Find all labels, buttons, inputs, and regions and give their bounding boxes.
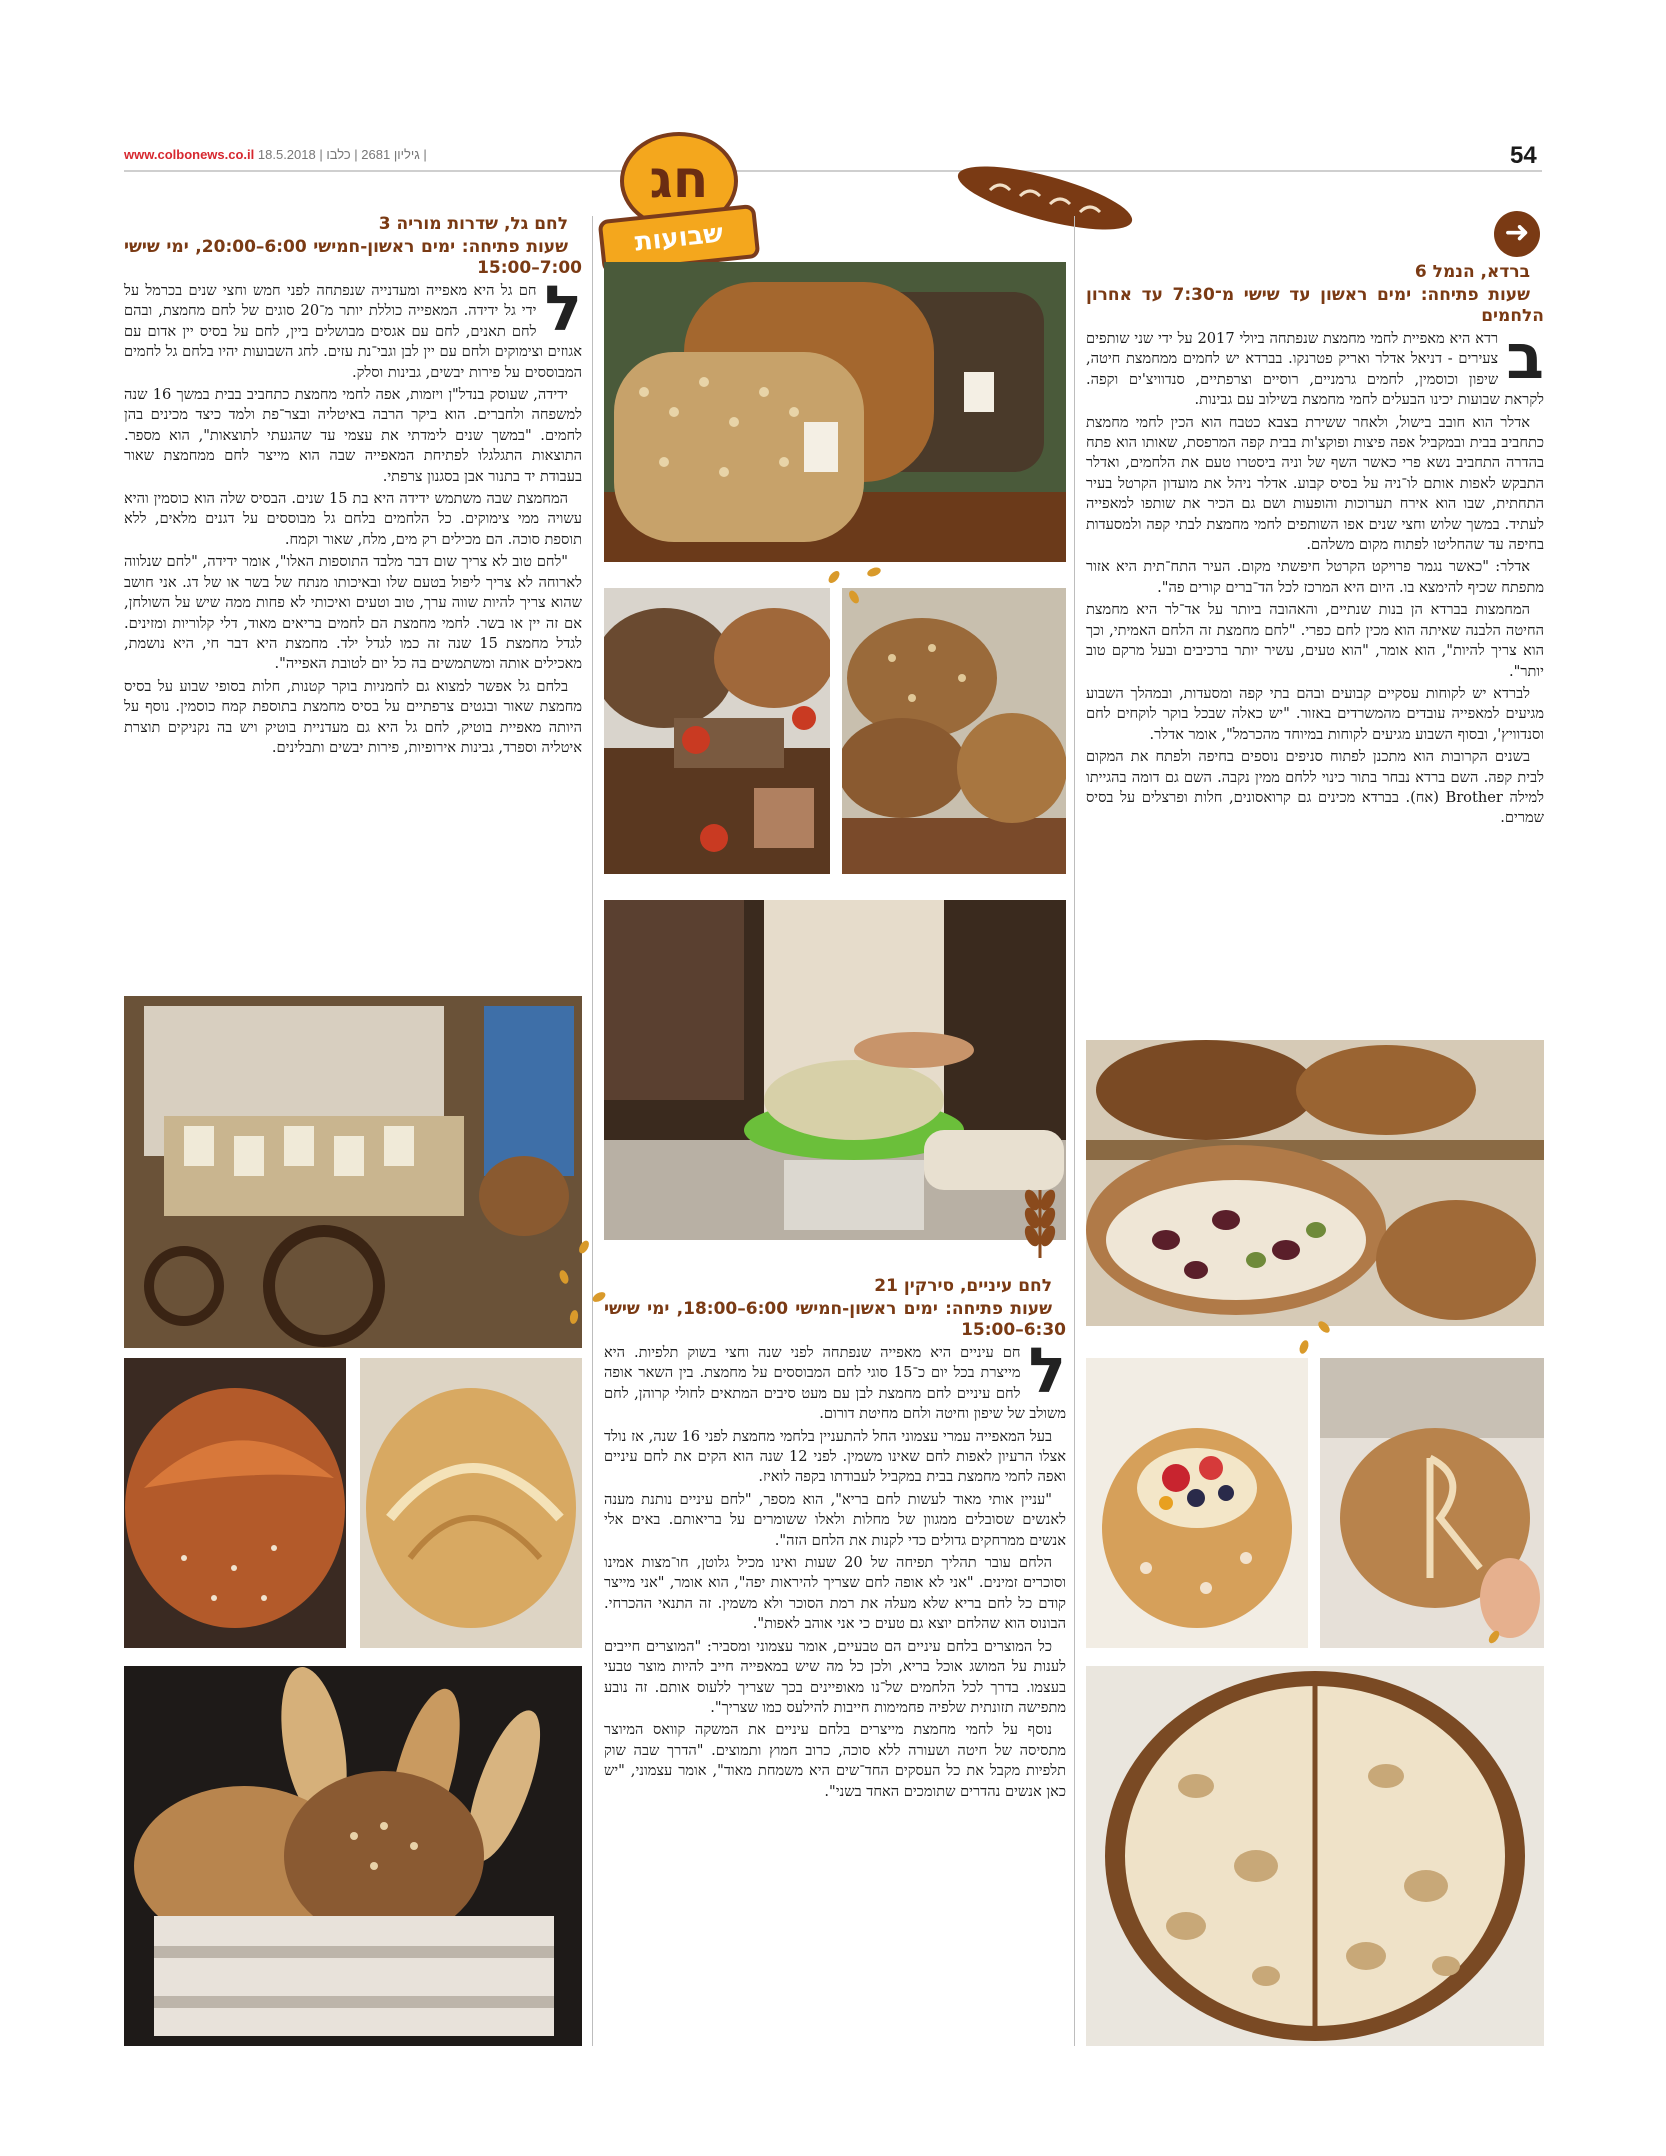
bakery-title: ברדא, הנמל 6 <box>1414 262 1530 282</box>
paragraph: אדלר הוא חובב בישול, ולאחר ששירת בצבא כטבח הוא הכין לחמי מחמצת כתחביב בבית ובמקביל אפה פיצות ופוקצ'ות בבית קפה המרפסת, שאותו הוא פתח בהדרה התחביב נשא פרי כאשר השף של וניה ביסטרו טעם את הלחמים, ואדלר התבקש לאפות אותם לו־ניה על בסיס קבוע. אדלר ניהל את מועדון הקרטל בעיר התחתית, שבו הוא אירח תערוכות והופעות ושם גם הכיר את שותפו למאפייה לעתיד. במשך שלוש וחצי שנים אפו השותפים לחמי מחמצת לבתי קפה ולמסעדות בחיפה עד שהחליטו לפתוח מקום משלהם. <box>1086 413 1544 554</box>
paragraph: "לחם טוב לא צריך שום דבר מלבד התוספות האלו", אומר ידידה, "לחם שנלווה לארוחה לא צריך ליפול בטעם שלו ובאיכותו מנתח של בשר או של דג. אני חושב שהוא צריך להיות שווה ערך, טוב וטעים ואיכותי לא פחות ממה שיש על השולחן, אם זה יין או בשר. לחמי מחמצת הם לחמים בריאים מאוד, דלי קלוריות ומזינים. לגדל מחמצת 15 שנה זה כמו לגדל ילד. מחמצת היא דבר חי, היא נושמת, מאכילים אותה ומשתמשים בה כל יום לטובת האפייה". <box>124 553 582 673</box>
photo-red-crust-boule <box>124 1358 346 1648</box>
paragraph: כל המוצרים בלחם עיניים הם טבעיים, אומר עצמוני ומסביר: "המוצרים חייבים לענות על המושג אוכל בריא, ולכן כל מה שיש במאפייה חייב להיות מוצר טבעי בעצמו. בדרך לכל הלחמים של־נו מאופיינים בכך שצריך ללעוס אותם. זה נובע מתפישה תזונתית שלפיה פחמימות חייבות להילעס כמו שצריך". <box>604 1637 1066 1716</box>
page-number: 54 <box>1510 142 1537 169</box>
photo-rye-bread-tomatoes <box>604 588 830 874</box>
photo-seeded-bread-loaves <box>604 262 1066 562</box>
arrow-right-icon: ➜ <box>1494 211 1540 257</box>
photo-sourdough-crumb-halves <box>1086 1666 1544 2046</box>
paragraph: המחמצת שבה משתמש ידידה היא בת 15 שנים. הבסיס שלה הוא כוסמין והיא עשויה ממי צימוקים. כל הלחמים בלחם גל מבוססים על דגנים מלאים, ללא תוספת סוכה. הם מכילים רק מים, מלח, שאור וקמח. <box>124 490 582 548</box>
drop-cap: ל <box>1028 1334 1066 1407</box>
paragraph: בשנים הקרובות הוא מתכנן לפתוח סניפים נוספים בחיפה ולפתח את המקום לבית קפה. השם ברדא נבחר בתור כינוי ללחם ממין נקבה. השם גם דומה בהגייתו למילה Brother (אח). בברדא מכינים גם קרואסונים, חלות ופרצלים על בסיס שמרים. <box>1086 748 1544 827</box>
logo-main-text: חג <box>649 150 709 210</box>
paragraph: אדלר: "כאשר נגמר פרויקט הקרטל חיפשתי מקום. העיר התח־תית היא אזור מתפתח שכיף להימצא בו. היום היא המרכז לכל הד־ברים קורים פה". <box>1086 558 1544 596</box>
grain-icon <box>826 569 841 585</box>
paragraph: "עניין אותי מאוד לעשות לחם בריא", הוא מספר, "לחם עיניים נותנת מענה לאנשים שסובלים ממגוון של מחלות ולאלו ששומרים על בריאותם. באים אלי אנשים ממרחקים גדולים כדי לקנות את הלחם הזה". <box>604 1490 1066 1549</box>
column-rule <box>1074 216 1075 2046</box>
paragraph: חם עיניים היא מאפייה שנפתחה לפני שנה וחצי בשוק תלפיות. היא מייצרת בכל יום כ־15 סוגי לחם המבוססים על מחמצת. בין השאר אופה לחם עיניים לחם מחמצת לבן עם מעט סיבים המתאים לחולי קרוהן, לחם משולב של שיפון וחיטה ולחם מחיטת דורום. <box>604 1344 1066 1423</box>
holiday-logo <box>600 122 750 272</box>
opening-hours: שעות פתיחה: ימים ראשון-חמישי 6:00–18:00, ימי שישי 6:30–15:00 <box>604 1299 1066 1340</box>
opening-hours: שעות פתיחה: ימים ראשון-חמישי 6:00–20:00, ימי שישי 7:00–15:00 <box>124 237 582 278</box>
paragraph: ידידה, שעוסק בנדל"ן ויזמות, אפה לחמי מחמצת כתחביב בבית במשך 16 שנה למשפחה ולחברים. הוא ביקר הרבה באיטליה ובצר־פת ולמד כיצד מכינים בהן לחמים. "במשך שנים לימדתי את עצמי עד שהגעתי לתוצאות", הוא מספר. התוצאות התגלגלו לפתיחת המאפייה שבה הוא מייצר לחם ממחמצת שאור בעבודת יד בתנור אבן בסגנון צרפתי. <box>124 386 582 485</box>
column-rule <box>592 216 593 2046</box>
drop-cap: ל <box>544 272 582 345</box>
photo-fruit-danish-pastry <box>1086 1358 1308 1648</box>
photo-scored-sourdough-hand <box>1320 1358 1544 1648</box>
photo-bread-crate <box>124 1666 582 2046</box>
bakery-title: לחם עיניים, סירקין 21 <box>874 1276 1052 1296</box>
wheat-icon <box>1010 1180 1070 1260</box>
photo-baker-shaping-dough <box>604 900 1066 1240</box>
header-meta <box>124 147 427 162</box>
issue-info: 18.5.2018 | גיליון 2681 | כלבו | <box>257 147 427 162</box>
paragraph: נוסף על לחמי מחמצת מייצרים בלחם עיניים את המשקה קוואס המיוצר מתסיסה של חיטה ושעורה ללא סוכה, כרוב חמוץ ותמוצים. "הדרך שבה שוק תלפיות מקבל את כל העסקים החד־שים היא משמחת מאוד", אומר עצמוני, "יש כאן אנשים נהדרים שתומכים האחד בשני". <box>604 1721 1066 1800</box>
paragraph: הלחם עובר תהליך תפיחה של 20 שעות ואינו מכיל גלוטן, חו־מצות אמינו וסוכרים זמינים. "אני לא אופה לחם שצריך להיראות יפה", הוא אומר, "אני מייצר קודם כל לחם בריא שלא מעלה את רמת הסוכר ולא משמין. זה התנאי ההכרחי. הבונוס הוא שהלחם יוצא גם טעים כי אני אוהב לאפות". <box>604 1554 1066 1633</box>
photo-deli-bread-cart <box>124 996 582 1348</box>
baguette-icon <box>950 160 1140 235</box>
paragraph: לברדא יש לקוחות עסקיים קבועים ובהם בתי קפה ומסעדות, ובמהלך השבוע מגיעים למאפייה עובדים מהמשרדים באזור. "יש כאלה שבכל בוקר לוקחים לחם וסנדוויץ', ובסוף השבוע מגיעים לקוחות במיוחד מהכרמל", אומר אדלר. <box>1086 684 1544 743</box>
grain-icon <box>1298 1339 1310 1355</box>
paragraph: רדא היא מאפיית לחמי מחמצת שנפתחה ביולי 2017 על ידי שני שותפים צעירים - דניאל אדלר ואריק פטרנקו. בברדא יש לחמים ממחמצת חיטה, שיפון וכוסמין, לחמים גרמניים, רוסיים וצרפתיים, סנדוויצ'ים וקפה. לקראת שבועות יכינו הבעלים לחמי מחמצת בשילוב עם גבינות. <box>1086 330 1544 409</box>
article-lehem-einayim <box>604 1276 1066 1804</box>
photo-olive-bread-shelf <box>1086 1040 1544 1326</box>
paragraph: בלחם גל אפשר למצוא גם לחמניות בוקר קטנות, חלות בסופי שבוע על בסיס מחמצת שאור ובגטים צרפתיים על בסיס מחמצת בתוספת קמח כוסמין. נוסף על היותה מאפיית בוטיק, לחם גל היא גם מעדניית בוטיק ויש בה נקניקים תוצרת איטליה וספרד, גבינות אירופיות, פירות יבשים ותבלינים. <box>124 677 582 756</box>
article-lehem-gal <box>124 214 582 760</box>
header-rule <box>124 170 1542 172</box>
grain-icon <box>866 566 882 578</box>
photo-multigrain-loaves-board <box>842 588 1066 874</box>
article-barda <box>1086 262 1544 831</box>
paragraph: המחמצות בברדא הן בנות שנתיים, והאהובה ביותר על אד־לר היא מחמצת החיטה הלבנה שאיתה הוא מכין לחם כפרי. "לחם מחמצת זה הלחם האמיתי, וכך הוא צריך להיות", הוא אומר, "הוא טעים, עשיר יותר ברכיבים ובעל מרקם טוב יותר". <box>1086 601 1544 680</box>
logo-tag-text: שבועות <box>633 218 725 258</box>
site-url[interactable]: www.colbonews.co.il <box>124 147 255 162</box>
bakery-title: לחם גל, שדרות מוריה 3 <box>378 214 568 234</box>
photo-golden-sourdough <box>360 1358 582 1648</box>
opening-hours: שעות פתיחה: ימים ראשון עד שישי מ־7:30 עד אחרון הלחמים <box>1086 285 1544 326</box>
paragraph: חם גל היא מאפייה ומעדנייה שנפתחה לפני חמש וחצי שנים בכרמל על ידי גל ידידה. המאפייה כוללת יותר מ־20 סוגים של לחם מחמצת, ובהם לחם תאנים, לחם עם אגסים מבושלים ביין, לחם על בסיס יין אדום עם אגוזים וצימוקים ולחם עם יין לבן וגבי־נת עזים. לחג השבועות יהיו בלחם גל לחמים המבוססים על פירות יבשים, גבינות וסלק. <box>124 282 582 381</box>
paragraph: בעל המאפייה עמרי עצמוני החל להתעניין בלחמי מחמצת לפני 16 שנה, אז נולד אצלו הרעיון לאפות לחם שאינו משמין. לפני 12 שנה הוא הקים את לחם עיניים ואפה לחמי מחמצת בבית במקביל לעבודתו בקפה לואיז. <box>604 1427 1066 1486</box>
drop-cap: ב <box>1506 320 1544 393</box>
